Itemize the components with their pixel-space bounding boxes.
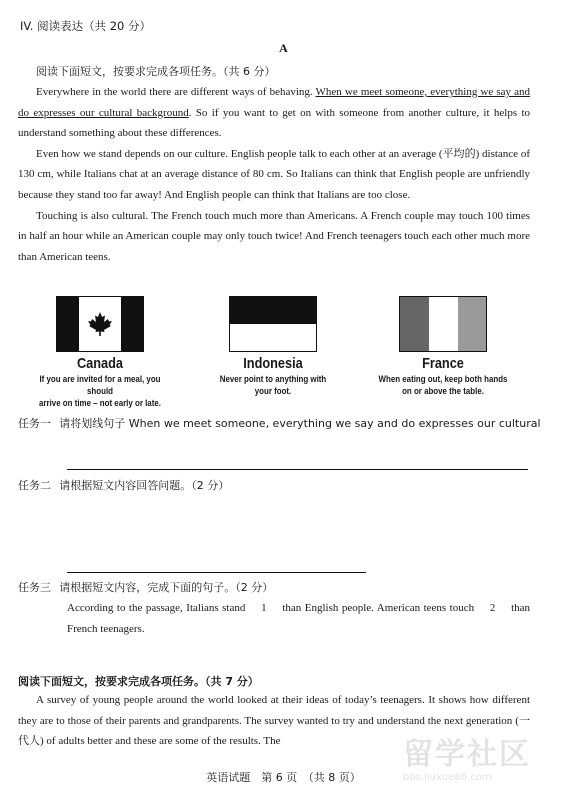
blank-1[interactable]: 1 (261, 602, 267, 614)
flag-caption: Never point to anything with (219, 374, 327, 384)
task-label: 任务二 (18, 479, 51, 492)
task-2 (18, 476, 229, 497)
flag-name: Indonesia (243, 355, 303, 372)
task-1 (18, 414, 541, 435)
flag-caption: If you are invited for a meal, you should (39, 374, 161, 396)
underlined-sentence: When we meet someone, everything we say and do expresses our cultural background (18, 86, 530, 119)
flag-caption: on or above the table. (402, 386, 484, 396)
task-3 (18, 578, 273, 599)
paragraph-1: Everywhere in the world there are different ways of behaving. When we meet someone, everything we say and do expresses our cultural background. So if you want to get on with someone from another culture, it helps to understand something about these differences. (18, 86, 531, 140)
section-heading: IV. 阅读表达（共 20 分） (20, 19, 152, 33)
indonesia-flag-icon (229, 296, 317, 352)
answer-line-1[interactable] (67, 469, 528, 470)
task-3-sentence: According to the passage, Italians stand 1 than English people. American teens touch 2 than French teenagers. (67, 598, 530, 640)
paragraph-1: A survey of young people around the world looked at their ideas of today’s teenagers. It shows how different they are to those of their parents and grandparents. The survey wanted to try and understand the next generation (一代人) of adults better and these are some of the results. The (18, 694, 530, 748)
task-prompt: 请根据短文内容回答问题。（2 分） (59, 479, 230, 492)
part-a-passage (18, 82, 530, 267)
part-a-instruction: 阅读下面短文，按要求完成各项任务。（共 6 分） (36, 65, 276, 78)
part-letter: A (279, 41, 288, 55)
flags-panel (0, 296, 567, 406)
part-b-passage (18, 690, 530, 752)
blank-2[interactable]: 2 (489, 602, 496, 614)
answer-line-2[interactable] (67, 572, 366, 573)
task-label: 任务三 (18, 581, 51, 594)
flag-name: France (422, 355, 464, 372)
flag-card-france (363, 296, 523, 397)
flag-name: Canada (76, 355, 124, 372)
task-label: 任务一 (18, 417, 51, 430)
flag-card-canada (20, 296, 180, 409)
france-flag-icon (399, 296, 487, 352)
flag-card-indonesia (193, 296, 353, 397)
canada-flag-icon (56, 296, 144, 352)
paragraph-3: Touching is also cultural. The French touch much more than Americans. A French couple may touch 100 times in half an hour while an American couple may only touch twice! And French teenagers touch each other much more than American teens. (18, 209, 530, 263)
flag-caption: your foot. (254, 386, 292, 396)
flag-caption: When eating out, keep both hands (378, 374, 508, 384)
maple-leaf-icon (87, 311, 113, 337)
flag-caption: arrive on time – not early or late. (39, 398, 161, 408)
watermark-logo: 留学社区 bbs.liuxue86.com (403, 737, 531, 783)
part-b-instruction: 阅读下面短文，按要求完成各项任务。（共 7 分） (18, 675, 259, 688)
page-footer: 英语试题 第 6 页 （共 8 页） (206, 771, 361, 784)
paragraph-2: Even how we stand depends on our culture. English people talk to each other at an average (平均的) distance of 130 cm, while Italians chat at an average distance of 80 cm. So Italians can think that English people are unfriendly because they stand too far away! And English people can think that Italians are too close. (18, 147, 530, 201)
task-prompt: 请根据短文内容，完成下面的句子。（2 分） (59, 581, 274, 594)
task-prompt: 请将划线句子 When we meet someone, everything we say and do expresses our cultural (59, 417, 541, 430)
